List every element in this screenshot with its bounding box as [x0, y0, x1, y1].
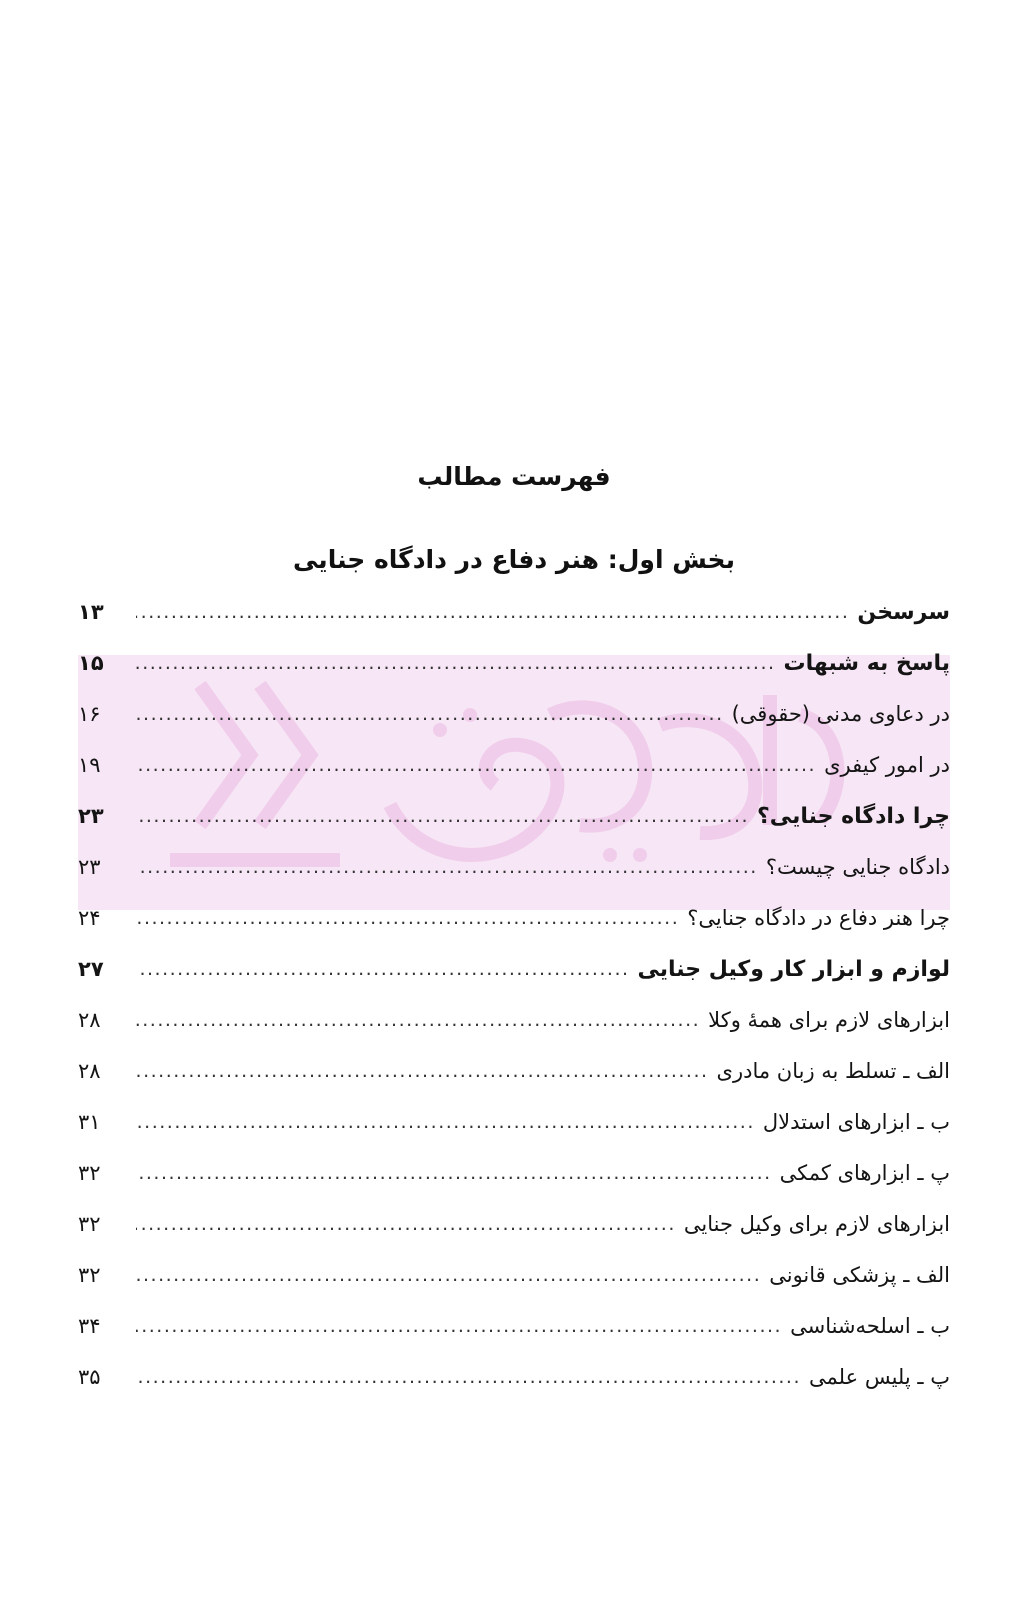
toc-leader-dots: [136, 753, 816, 772]
toc-entry-label: در دعاوی مدنی (حقوقی): [731, 702, 950, 726]
toc-entry[interactable]: [78, 906, 950, 957]
toc-entry[interactable]: [78, 702, 950, 753]
toc-leader-dots: [136, 957, 630, 976]
toc-leader-dots: [136, 1110, 755, 1129]
toc-entry-page: ۱۵: [78, 651, 104, 675]
toc-entry[interactable]: [78, 855, 950, 906]
toc-entry-page: ۱۳: [78, 600, 104, 624]
toc-entry[interactable]: [78, 600, 950, 651]
toc-entry-page: ۳۱: [78, 1110, 101, 1134]
toc-entry[interactable]: [78, 1059, 950, 1110]
toc-entry[interactable]: [78, 1008, 950, 1059]
toc-entry-label: الف ـ تسلط به زبان مادری: [716, 1059, 950, 1083]
toc-entry-page: ۳۵: [78, 1365, 101, 1389]
toc-leader-dots: [136, 1059, 709, 1078]
toc-leader-dots: [136, 1263, 761, 1282]
toc-entry-page: ۲۷: [78, 957, 104, 981]
toc-entry[interactable]: [78, 1110, 950, 1161]
toc-leader-dots: [136, 906, 679, 925]
toc-entry[interactable]: [78, 1365, 950, 1416]
toc-entry-label: پ ـ پلیس علمی: [809, 1365, 950, 1389]
page-title: فهرست مطالب: [417, 462, 611, 491]
toc-entry[interactable]: [78, 957, 950, 1008]
toc-leader-dots: [136, 1314, 782, 1333]
toc-entry-label: در امور کیفری: [824, 753, 950, 777]
toc-entry-page: ۲۴: [78, 906, 101, 930]
toc-entry-label: لوازم و ابزار کار وکیل جنایی: [637, 957, 950, 982]
toc-leader-dots: [136, 855, 758, 874]
toc-list: [78, 600, 950, 1416]
toc-entry-label: چرا هنر دفاع در دادگاه جنایی؟: [687, 906, 950, 930]
toc-entry[interactable]: [78, 804, 950, 855]
toc-entry-label: پاسخ به شبهات: [783, 651, 950, 676]
toc-entry-label: سرسخن: [857, 600, 950, 625]
toc-entry-label: ب ـ ابزارهای استدلال: [762, 1110, 950, 1134]
toc-entry-label: پ ـ ابزارهای کمکی: [779, 1161, 950, 1185]
toc-entry-page: ۲۸: [78, 1008, 101, 1032]
toc-entry[interactable]: [78, 1161, 950, 1212]
toc-entry-page: ۲۸: [78, 1059, 101, 1083]
toc-entry[interactable]: [78, 1263, 950, 1314]
toc-entry-page: ۳۴: [78, 1314, 101, 1338]
toc-entry-page: ۳۲: [78, 1212, 101, 1236]
toc-entry[interactable]: [78, 753, 950, 804]
toc-entry-page: ۳۲: [78, 1161, 101, 1185]
part-title: بخش اول: هنر دفاع در دادگاه جنایی: [293, 545, 735, 574]
toc-entry[interactable]: [78, 1212, 950, 1263]
toc-entry[interactable]: [78, 651, 950, 702]
toc-leader-dots: [136, 1161, 772, 1180]
toc-entry-label: چرا دادگاه جنایی؟: [757, 804, 950, 829]
toc-entry-page: ۲۳: [78, 804, 104, 828]
toc-leader-dots: [136, 804, 749, 823]
toc-entry-label: ابزارهای لازم برای همهٔ وکلا: [708, 1008, 950, 1032]
toc-leader-dots: [136, 702, 724, 721]
toc-leader-dots: [136, 1212, 676, 1231]
toc-leader-dots: [136, 1365, 801, 1384]
toc-entry-label: الف ـ پزشکی قانونی: [769, 1263, 950, 1287]
toc-entry-page: ۳۲: [78, 1263, 101, 1287]
toc-entry-page: ۱۶: [78, 702, 101, 726]
toc-leader-dots: [136, 1008, 700, 1027]
toc-entry[interactable]: [78, 1314, 950, 1365]
toc-leader-dots: [136, 651, 776, 670]
toc-entry-page: ۱۹: [78, 753, 101, 777]
toc-entry-label: ابزارهای لازم برای وکیل جنایی: [683, 1212, 950, 1236]
toc-entry-label: ب ـ اسلحه‌شناسی: [790, 1314, 950, 1338]
toc-leader-dots: [136, 600, 849, 619]
toc-entry-page: ۲۳: [78, 855, 101, 879]
toc-entry-label: دادگاه جنایی چیست؟: [765, 855, 950, 879]
